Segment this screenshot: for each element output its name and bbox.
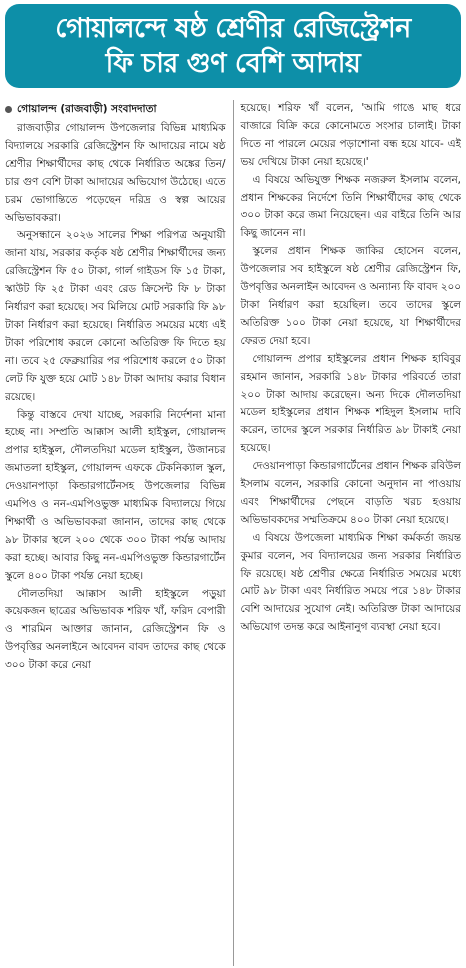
paragraph: দৌলতদিয়া আক্কাস আলী হাইস্কুলে পড়ুয়া কয়েকজন ছাত্রের অভিভাবক শরিফ খাঁ, ফরিদ বেপারী ও শারমিন আক্তার জানান, রেজিস্ট্রেশন ফি ও উপবৃত্তির অনলাইনে আবেদন বাবদ তাদের কাছ থেকে ৩০০ টাকা করে নেয়া <box>5 587 226 672</box>
paragraph: দেওয়ানপাড়া কিন্ডারগার্টেনের প্রধান শিক্ষক রবিউল ইসলাম বলেন, সরকারি কোনো অনুদান না পাওয়ায় এবং শিক্ষার্থীদের পেছনে বাড়তি খরচ হওয়ায় অভিভাবকদের সম্মতিক্রমে ৪০০ টাকা নেয়া হয়েছে। <box>240 460 461 526</box>
paragraph: এ বিষয়ে অভিযুক্ত শিক্ষক নজরুল ইসলাম বলেন, প্রধান শিক্ষকের নির্দেশে তিনি শিক্ষার্থীদের কাছ থেকে ৩০০ টাকা করে জমা নিয়েছেন। এর বাইরে তিনি আর কিছু জানেন না। <box>240 173 461 240</box>
paragraph: হয়েছে। শরিফ খাঁ বলেন, 'আমি গাঙে মাছ ধরে বাজারে বিক্রি করে কোনোমতে সংসার চালাই। টাকা দিতে না পারলে মেয়ের পড়াশোনা বন্ধ হয়ে যাবে- এই ভয় দেখিয়ে টাকা নেয়া হয়েছে।' <box>240 102 461 168</box>
paragraph: রাজবাড়ীর গোয়ালন্দ উপজেলার বিভিন্ন মাধ্যমিক বিদ্যালয়ে সরকারি রেজিস্ট্রেশন ফি আদায়ের নামে ষষ্ঠ শ্রেণীর শিক্ষার্থীদের কাছ থেকে নির্ধারিত অঙ্কের তিন/চার গুণ বেশি টাকা আদায়ের অভিযোগ উঠেছে। এতে চরম ভোগান্তিতে পড়েছেন দরিদ্র ও স্বল্প আয়ের অভিভাবকরা। <box>5 122 226 224</box>
article-body <box>5 100 461 966</box>
byline <box>5 100 226 118</box>
headline-banner <box>5 4 461 88</box>
paragraph: কিন্তু বাস্তবে দেখা যাচ্ছে, সরকারি নির্দেশনা মানা হচ্ছে না। সম্প্রতি আক্কাস আলী হাইস্কুল, গোয়ালন্দ প্রপার হাইস্কুল, দৌলতদিয়া মডেল হাইস্কুল, উজানচর জমাতলা হাইস্কুল, গোয়ালন্দ এফকে টেকনিক্যাল স্কুল, দেওয়ানপাড়া কিন্ডারগার্টেনসহ উপজেলার বিভিন্ন এমপিও ও নন-এমপিওভুক্ত মাধ্যমিক বিদ্যালয়ে গিয়ে শিক্ষার্থী ও অভিভাবকরা জানান, তাদের কাছ থেকে ৯৮ টাকার স্থলে ২০০ থেকে ৩০০ টাকা পর্যন্ত আদায় করা হচ্ছে। আবার কিছু নন-এমপিওভুক্ত কিন্ডারগার্টেন স্কুলে ৪০০ টাকা পর্যন্ত নেয়া হচ্ছে। <box>5 408 226 582</box>
bullet-icon <box>5 106 12 113</box>
paragraph: এ বিষয়ে উপজেলা মাধ্যমিক শিক্ষা কর্মকর্তা জয়ন্ত কুমার বলেন, সব বিদ্যালয়ের জন্য সরকার নির্ধারিত ফি রয়েছে। ষষ্ঠ শ্রেণীর ক্ষেত্রে নির্ধারিত সময়ের মধ্যে মোট ৯৮ টাকা এবং নির্ধারিত সময়ে পরে ১৪৮ টাকার বেশি আদায়ের সুযোগ নেই। অতিরিক্ত টাকা আদায়ের অভিযোগ তদন্ত করে আইনানুগ ব্যবস্থা নেয়া হবে। <box>240 531 461 634</box>
byline-text: গোয়ালন্দ (রাজবাড়ী) সংবাদদাতা <box>17 103 157 115</box>
paragraph: গোয়ালন্দ প্রপার হাইস্কুলের প্রধান শিক্ষক হাবিবুর রহমান জানান, সরকারি ১৪৮ টাকার পরিবর্তে তারা ২০০ টাকা আদায় করেছেন। অন্য দিকে দৌলতদিয়া মডেল হাইস্কুলের প্রধান শিক্ষক শহিদুল ইসলাম দাবি করেন, তাদের স্কুলে সরকার নির্ধারিত ৯৮ টাকাই নেয়া হয়েছে। <box>240 352 461 455</box>
right-column <box>234 100 462 966</box>
paragraph: স্কুলের প্রধান শিক্ষক জাকির হোসেন বলেন, উপজেলার সব হাইস্কুলে ষষ্ঠ শ্রেণীর রেজিস্ট্রেশন ফি, উপবৃত্তির অনলাইন আবেদন ও অন্যান্য ফি বাবদ ২০০ টাকা নির্ধারণ করা হয়েছিল। তবে তাদের স্কুলে অতিরিক্ত ১০০ টাকা নেয়া হয়েছে, যা শিক্ষার্থীদের ফেরত দেয়া হবে। <box>240 245 461 347</box>
headline-line-1: গোয়ালন্দে ষষ্ঠ শ্রেণীর রেজিস্ট্রেশন <box>55 12 411 44</box>
paragraph: অনুসন্ধানে ২০২৬ সালের শিক্ষা পরিপত্র অনুযায়ী জানা যায়, সরকার কর্তৃক ষষ্ঠ শ্রেণীর শিক্ষার্থীদের জন্য রেজিস্ট্রেশন ফি ৫০ টাকা, গার্ল গাইডস ফি ১৫ টাকা, স্কাউট ফি ২৫ টাকা এবং রেড ক্রিসেন্ট ফি ৮ টাকা নির্ধারণ করা হয়েছে। সব মিলিয়ে মোট সরকারি ফি ৯৮ টাকা নির্ধারণ করা হয়েছে। নির্ধারিত সময়ের মধ্যে এই টাকা পরিশোধ করলে কোনো অতিরিক্ত ফি দিতে হয় না। তবে ২৫ ফেব্রুয়ারির পর পরিশোধ করলে ৫০ টাকা লেট ফি যুক্ত হয়ে মোট ১৪৮ টাকা আদায় করার বিধান রয়েছে। <box>5 229 226 403</box>
left-column <box>5 100 234 966</box>
headline-line-2: ফি চার গুণ বেশি আদায় <box>105 47 361 79</box>
